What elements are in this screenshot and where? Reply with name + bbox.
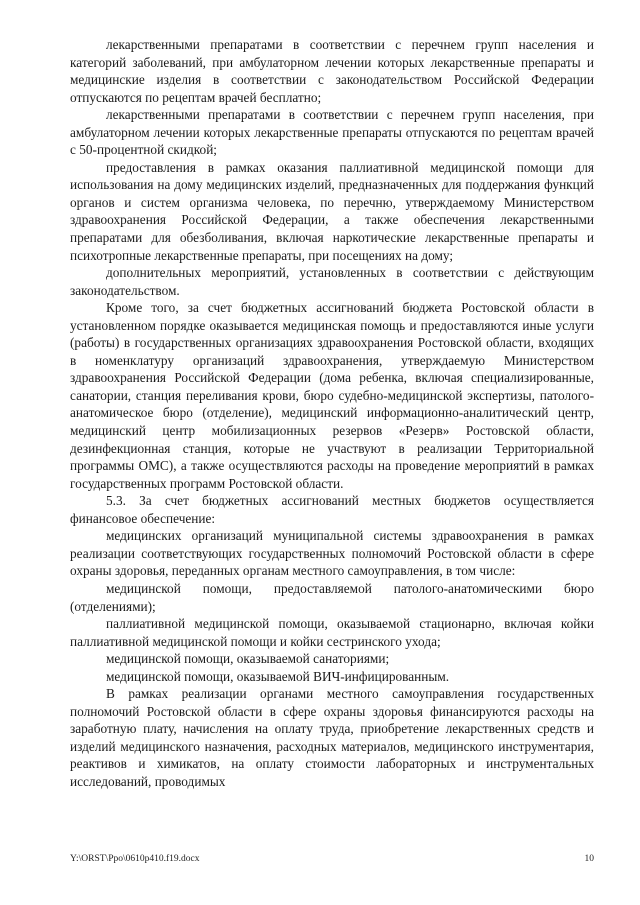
paragraph: паллиативной медицинской помощи, оказываемой стационарно, включая койки паллиативной медицинской помощи и койки сестринского ухода; <box>70 616 594 649</box>
paragraph: дополнительных мероприятий, установленных в соответствии с действующим законодательством. <box>70 265 594 298</box>
paragraph: лекарственными препаратами в соответствии с перечнем групп населения и категорий заболеваний, при амбулаторном лечении которых лекарственные препараты и медицинские изделия в соответствии с законодательством Российской Федерации отпускаются по рецептам врачей бесплатно; <box>70 37 594 105</box>
document-body <box>70 36 594 791</box>
paragraph: Кроме того, за счет бюджетных ассигнований бюджета Ростовской области в установленном порядке оказывается медицинская помощь и предоставляются иные услуги (работы) в государственных организациях здравоохранения Ростовской области, входящих в номенклатуру организаций здравоохранения, утверждаемую Министерством здравоохранения Российской Федерации (дома ребенка, включая специализированные, санатории, станция переливания крови, бюро судебно-медицинской экспертизы, патолого-анатомическое бюро (отделение), медицинский информационно-аналитический центр, медицинский центр мобилизационных резервов «Резерв» Ростовской области, дезинфекционная станция, которые не участвуют в реализации Территориальной программы ОМС), а также осуществляются расходы на проведение мероприятий в рамках государственных программ Ростовской области. <box>70 300 594 491</box>
paragraph: В рамках реализации органами местного самоуправления государственных полномочий Ростовской области в сфере охраны здоровья финансируются расходы на заработную плату, начисления на оплату труда, приобретение лекарственных средств и изделий медицинского назначения, расходных материалов, медицинского инструментария, реактивов и химикатов, на оплату стоимости лабораторных и инструментальных исследований, проводимых <box>70 686 594 789</box>
paragraph: 5.3. За счет бюджетных ассигнований местных бюджетов осуществляется финансовое обеспечение: <box>70 493 594 526</box>
paragraph: медицинской помощи, оказываемой санаториями; <box>106 651 390 667</box>
page-number: 10 <box>584 854 594 864</box>
page-footer <box>70 853 594 865</box>
paragraph: предоставления в рамках оказания паллиативной медицинской помощи для использования на дому медицинских изделий, предназначенных для поддержания функций органов и систем организма человека, по перечню, утверждаемому Министерством здравоохранения Российской Федерации, а также обеспечения лекарственными препаратами для обезболивания, включая наркотические лекарственные препараты и психотропные лекарственные препараты, при посещениях на дому; <box>70 159 594 263</box>
file-path: Y:\ORST\Ppo\0610p410.f19.docx <box>70 854 200 864</box>
paragraph: лекарственными препаратами в соответствии с перечнем групп населения, при амбулаторном лечении которых лекарственные препараты отпускаются по рецептам врачей с 50-процентной скидкой; <box>70 107 594 158</box>
paragraph: медицинских организаций муниципальной системы здравоохранения в рамках реализации соответствующих государственных полномочий Ростовской области в сфере охраны здоровья, переданных органам местного самоуправления, в том числе: <box>70 528 594 579</box>
paragraph: медицинской помощи, предоставляемой патолого-анатомическими бюро (отделениями); <box>70 580 594 614</box>
paragraph: медицинской помощи, оказываемой ВИЧ-инфицированным. <box>106 668 450 684</box>
